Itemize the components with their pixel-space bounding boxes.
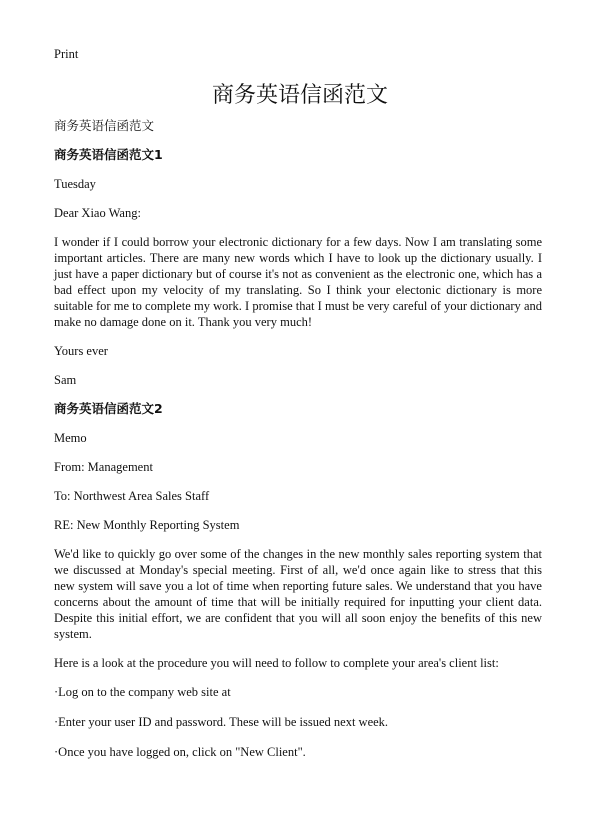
memo-step: ·Log on to the company web site at (54, 685, 231, 699)
page-title: 商务英语信函范文 (211, 83, 388, 108)
memo-step: ·Enter your user ID and password. These will be issued next week. (54, 715, 389, 729)
memo-re: RE: New Monthly Reporting System (54, 518, 240, 532)
letter1-heading: 商务英语信函范文1 (54, 147, 163, 162)
letter1-salutation: Dear Xiao Wang: (54, 206, 141, 220)
memo-from: From: Management (54, 460, 153, 474)
memo-to: To: Northwest Area Sales Staff (54, 489, 210, 503)
letter1-signature: Sam (54, 373, 77, 387)
memo-body-2: Here is a look at the procedure you will need to follow to complete your area's client list: (54, 656, 499, 670)
print-link[interactable]: Print (54, 47, 79, 61)
letter2-heading: 商务英语信函范文2 (54, 401, 163, 416)
document-body (54, 118, 542, 774)
memo-body-1: We'd like to quickly go over some of the changes in the new monthly sales reporting system that we discussed at Monday's special meeting. First of all, we'd once again like to stress that this new system will save you a lot of time when reporting future sales. We understand that you have concerns about the amount of time that will be initially required for inputting your client data. Despite this initial effort, we are confident that you will all soon enjoy the benefits of this new system. (54, 547, 542, 641)
letter1-date: Tuesday (54, 177, 96, 191)
memo-label: Memo (54, 431, 87, 445)
letter1-body: I wonder if I could borrow your electronic dictionary for a few days. Now I am translating some important articles. There are many new words which I have to look up the dictionary usually. I just have a paper dictionary but of course it's not as convenient as the electronic one, which has a bad effect upon my velocity of my translating. So I think your electonic dictionary is more suitable for me to complete my work. I promise that I must be very careful of your dictionary and make no damage done on it. Thank you very much! (54, 235, 542, 329)
memo-step: ·Once you have logged on, click on "New Client". (54, 745, 306, 759)
letter1-closing: Yours ever (54, 344, 108, 358)
subtitle: 商务英语信函范文 (54, 118, 155, 133)
